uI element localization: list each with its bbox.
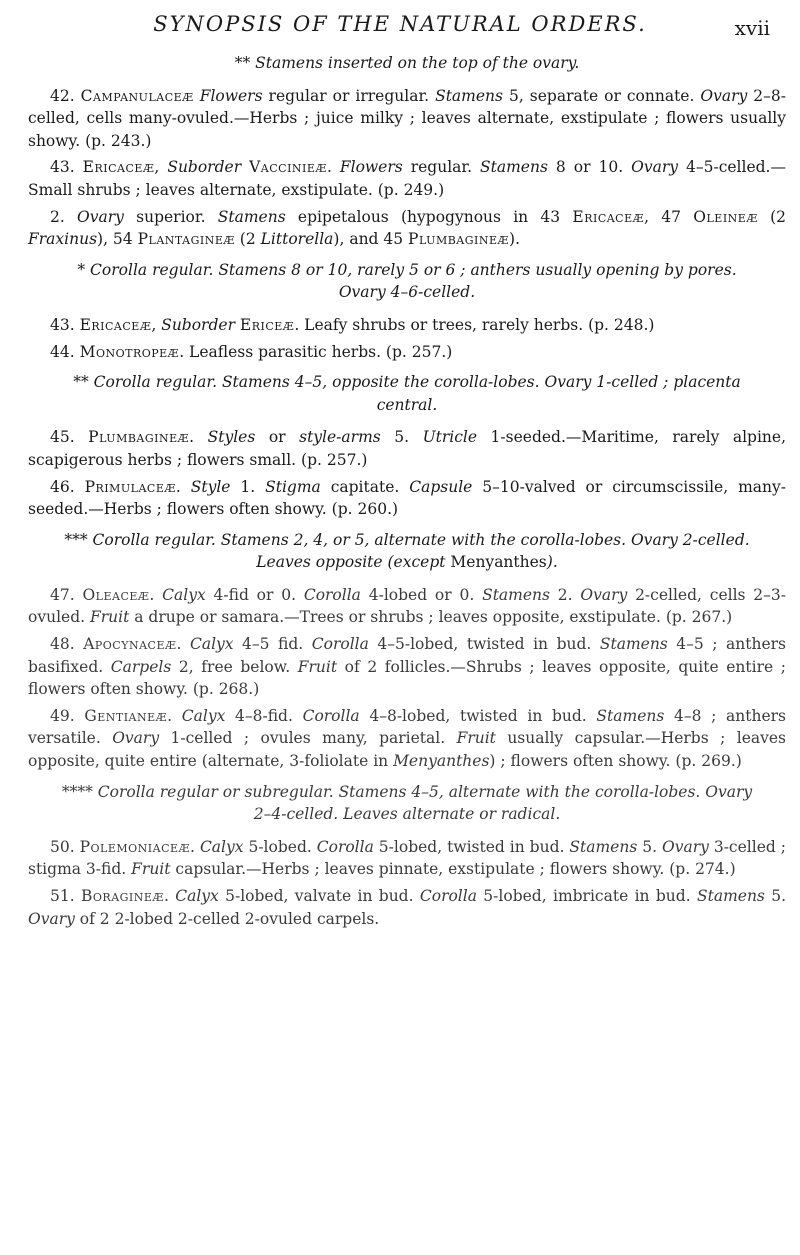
order-entry: 44. Monotropeæ. Leafless parasitic herbs. (p. 257.) <box>50 342 453 361</box>
order-entry: 47. Oleaceæ. Calyx 4-fid or 0. Corolla 4-lobed or 0. Stamens 2. Ovary 2-celled, cells 2–3-ovuled. Fruit a drupe or samara.—Trees or shrubs ; leaves opposite, exstipulate. (p. 267.) <box>28 585 786 627</box>
order-entry: 46. Primulaceæ. Style 1. Stigma capitate. Capsule 5–10-valved or circumscissile, many-seeded.—Herbs ; flowers often showy. (p. 260.) <box>28 477 786 519</box>
running-title: SYNOPSIS OF THE NATURAL ORDERS. <box>153 12 647 36</box>
order-entry: 51. Boragineæ. Calyx 5-lobed, valvate in bud. Corolla 5-lobed, imbricate in bud. Stamens 5. Ovary of 2 2-lobed 2-celled 2-ovuled carpels. <box>28 887 787 928</box>
section-heading: *** Corolla regular. Stamens 2, 4, or 5, alternate with the corolla-lobes. Ovary 2-celled. Leaves opposite (except Menyanthes). <box>64 530 750 572</box>
order-entry: 50. Polemoniaceæ. Calyx 5-lobed. Corolla 5-lobed, twisted in bud. Stamens 5. Ovary 3-celled ; stigma 3-fid. Fruit capsular.—Herbs ; leaves pinnate, exstipulate ; flowers showy. (p. 274.) <box>28 837 786 879</box>
section-heading: **** Corolla regular or subregular. Stamens 4–5, alternate with the corolla-lobes. Ovary 2–4-celled. Leaves alternate or radical. <box>61 782 753 824</box>
order-entry: 48. Apocynaceæ. Calyx 4–5 fid. Corolla 4–5-lobed, twisted in bud. Stamens 4–5 ; anthers basifixed. Carpels 2, free below. Fruit of 2 follicles.—Shrubs ; leaves opposite, quite entire ; flowers often showy. (p. 268.) <box>28 635 787 699</box>
order-entry: 2. Ovary superior. Stamens epipetalous (hypogynous in 43 Ericaceæ, 47 Oleineæ (2 Fraxinus), 54 Plantagineæ (2 Littorella), and 45 Plumbagineæ). <box>28 207 786 249</box>
section-heading: * Corolla regular. Stamens 8 or 10, rarely 5 or 6 ; anthers usually opening by pores. Ovary 4–6-celled. <box>77 260 737 302</box>
running-header <box>0 10 800 54</box>
order-entry: 42. Campanulaceæ Flowers regular or irregular. Stamens 5, separate or connate. Ovary 2–8-celled, cells many-ovuled.—Herbs ; juice milky ; leaves alternate, exstipulate ; flowers usually showy. (p. 243.) <box>28 86 787 150</box>
order-entry: 49. Gentianeæ. Calyx 4–8-fid. Corolla 4–8-lobed, twisted in bud. Stamens 4–8 ; anthers versatile. Ovary 1-celled ; ovules many, parietal. Fruit usually capsular.—Herbs ; leaves opposite, quite entire (alternate, 3-foliolate in Menyanthes) ; flowers often showy. (p. 269.) <box>28 706 786 771</box>
order-entry: 43. Ericaceæ, Suborder Vaccinieæ. Flowers regular. Stamens 8 or 10. Ovary 4–5-celled.—Small shrubs ; leaves alternate, exstipulate. (p. 249.) <box>28 158 786 199</box>
section-heading: ** Stamens inserted on the top of the ovary. <box>234 54 580 72</box>
page-number: xvii <box>734 16 770 40</box>
section-heading: ** Corolla regular. Stamens 4–5, opposite the corolla-lobes. Ovary 1-celled ; placenta central. <box>73 373 741 414</box>
order-entry: 43. Ericaceæ, Suborder Ericeæ. Leafy shrubs or trees, rarely herbs. (p. 248.) <box>50 315 655 334</box>
synopsis-text <box>28 52 786 934</box>
order-entry: 45. Plumbagineæ. Styles or style-arms 5. Utricle 1-seeded.—Maritime, rarely alpine, scapigerous herbs ; flowers small. (p. 257.) <box>28 428 787 469</box>
